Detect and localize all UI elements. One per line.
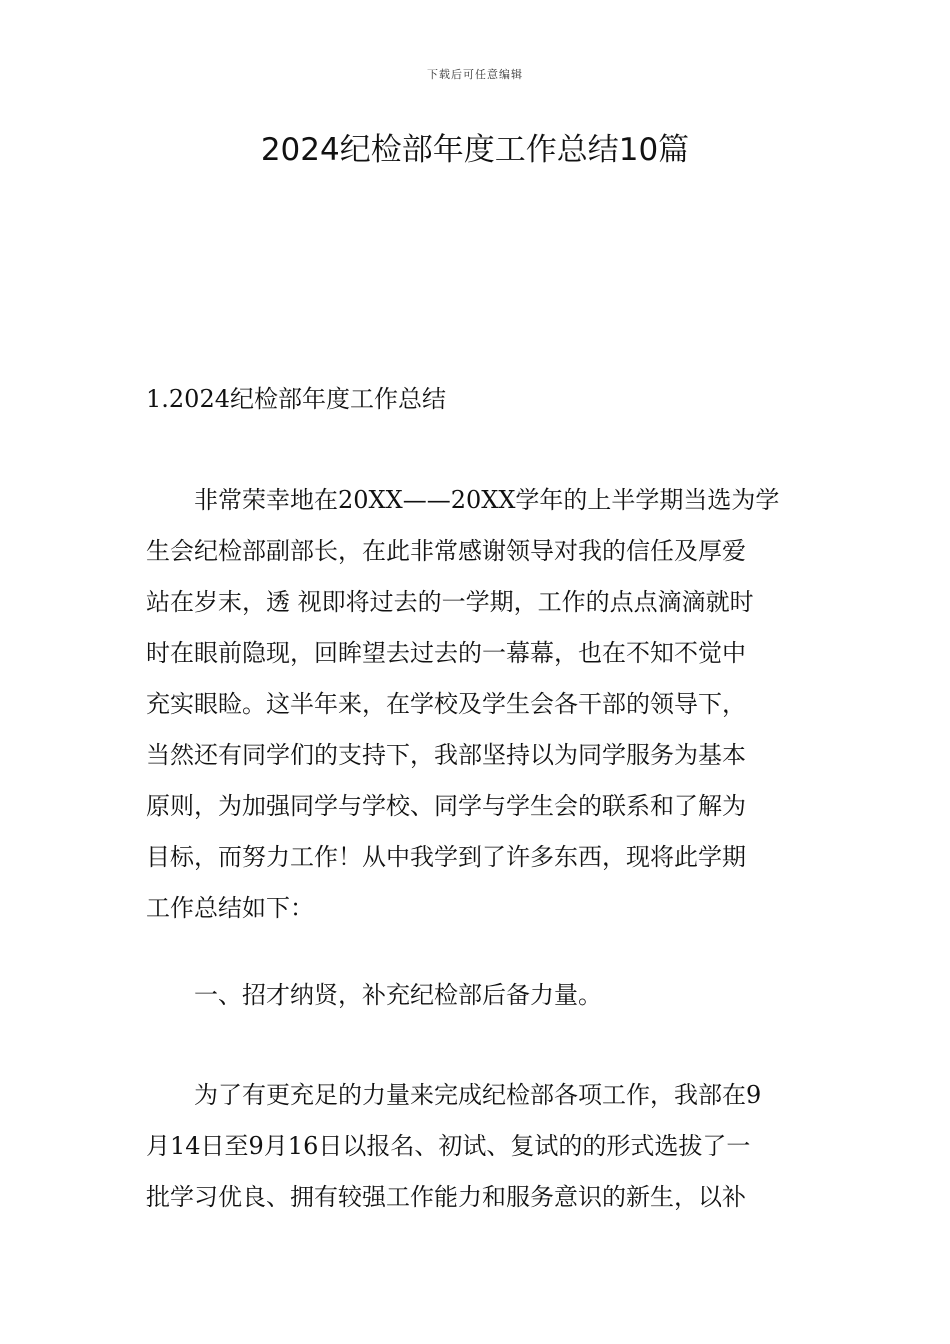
paragraph-line: 当然还有同学们的支持下，我部坚持以为同学服务为基本 xyxy=(146,741,746,769)
paragraph-2 xyxy=(146,970,806,1021)
section-title: 1.2024纪检部年度工作总结 xyxy=(146,385,446,413)
paragraph-line: 为了有更充足的力量来完成纪检部各项工作，我部在9 xyxy=(194,1081,762,1109)
paragraph-line: 充实眼睑。这半年来，在学校及学生会各干部的领导下， xyxy=(146,690,746,718)
header-note: 下载后可任意编辑 xyxy=(427,68,523,81)
paragraph-line: 月14日至9月16日以报名、初试、复试的的形式选拔了一 xyxy=(146,1132,751,1160)
paragraph-line: 站在岁末，透 视即将过去的一学期，工作的点点滴滴就时 xyxy=(146,588,754,616)
paragraph-line: 工作总结如下： xyxy=(146,894,314,922)
paragraph-line: 目标，而努力工作！从中我学到了许多东西，现将此学期 xyxy=(146,843,746,871)
paragraph-line: 非常荣幸地在20XX——20XX学年的上半学期当选为学 xyxy=(194,486,780,514)
paragraph-line: 批学习优良、拥有较强工作能力和服务意识的新生，以补 xyxy=(146,1183,746,1211)
paragraph-3 xyxy=(146,1070,806,1223)
paragraph-line: 时在眼前隐现，回眸望去过去的一幕幕，也在不知不觉中 xyxy=(146,639,746,667)
paragraph-line: 一、招才纳贤，补充纪检部后备力量。 xyxy=(194,981,602,1009)
paragraph-line: 生会纪检部副部长，在此非常感谢领导对我的信任及厚爱 xyxy=(146,537,746,565)
paragraph-1 xyxy=(146,475,806,934)
paragraph-line: 原则，为加强同学与学校、同学与学生会的联系和了解为 xyxy=(146,792,746,820)
document-title: 2024纪检部年度工作总结10篇 xyxy=(260,132,690,168)
